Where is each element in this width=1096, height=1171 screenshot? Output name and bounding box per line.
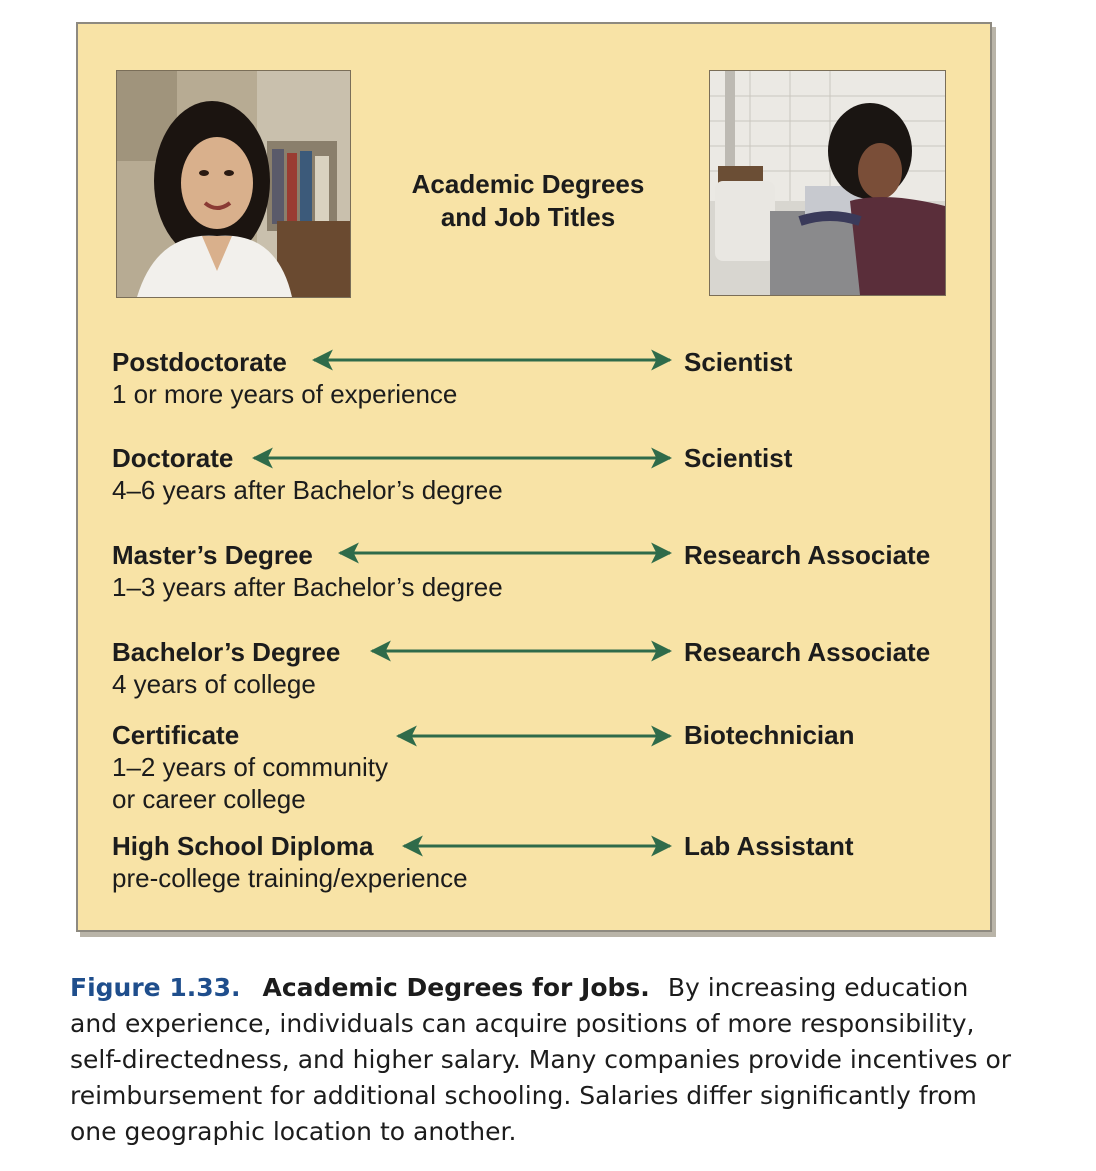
degree-name: High School Diploma (112, 831, 374, 861)
degree-name: Master’s Degree (112, 540, 313, 570)
job-scientist: Scientist (684, 347, 793, 377)
degree-name: Certificate (112, 720, 240, 750)
degree-description: 1–2 years of community (112, 752, 389, 782)
job-lab-assistant: Lab Assistant (684, 831, 854, 861)
arrow-layer (78, 24, 990, 930)
diagram-title-line-2: and Job Titles (440, 202, 616, 232)
job-biotechnician: Biotechnician (684, 720, 855, 750)
figure-number: Figure 1.33. (70, 973, 241, 1002)
figure-title: Academic Degrees for Jobs. (262, 973, 650, 1002)
job-scientist: Scientist (684, 443, 793, 473)
degree-description: 4–6 years after Bachelor’s degree (112, 475, 503, 505)
degree-description: 1 or more years of experience (112, 379, 458, 409)
degree-description: 4 years of college (112, 669, 316, 699)
caption-body: By increasing education and experience, individuals can acquire positions of more responsibility, self-directedness, and higher salary. Many companies provide incentives or reimbursement for additional schooling. Salaries differ significantly from one geographic location to another. (70, 973, 1012, 1146)
degree-name: Bachelor’s Degree (112, 637, 341, 667)
degree-description: pre-college training/experience (112, 863, 468, 893)
degree-description: or career college (112, 784, 306, 814)
degree-description: 1–3 years after Bachelor’s degree (112, 572, 503, 602)
degree-name: Postdoctorate (112, 347, 287, 377)
degree-name: Doctorate (112, 443, 234, 473)
job-research-associate: Research Associate (684, 637, 931, 667)
job-research-associate: Research Associate (684, 540, 931, 570)
diagram-title-line-1: Academic Degrees (411, 169, 645, 199)
diagram-panel (76, 22, 992, 932)
figure-caption (70, 970, 1020, 1150)
